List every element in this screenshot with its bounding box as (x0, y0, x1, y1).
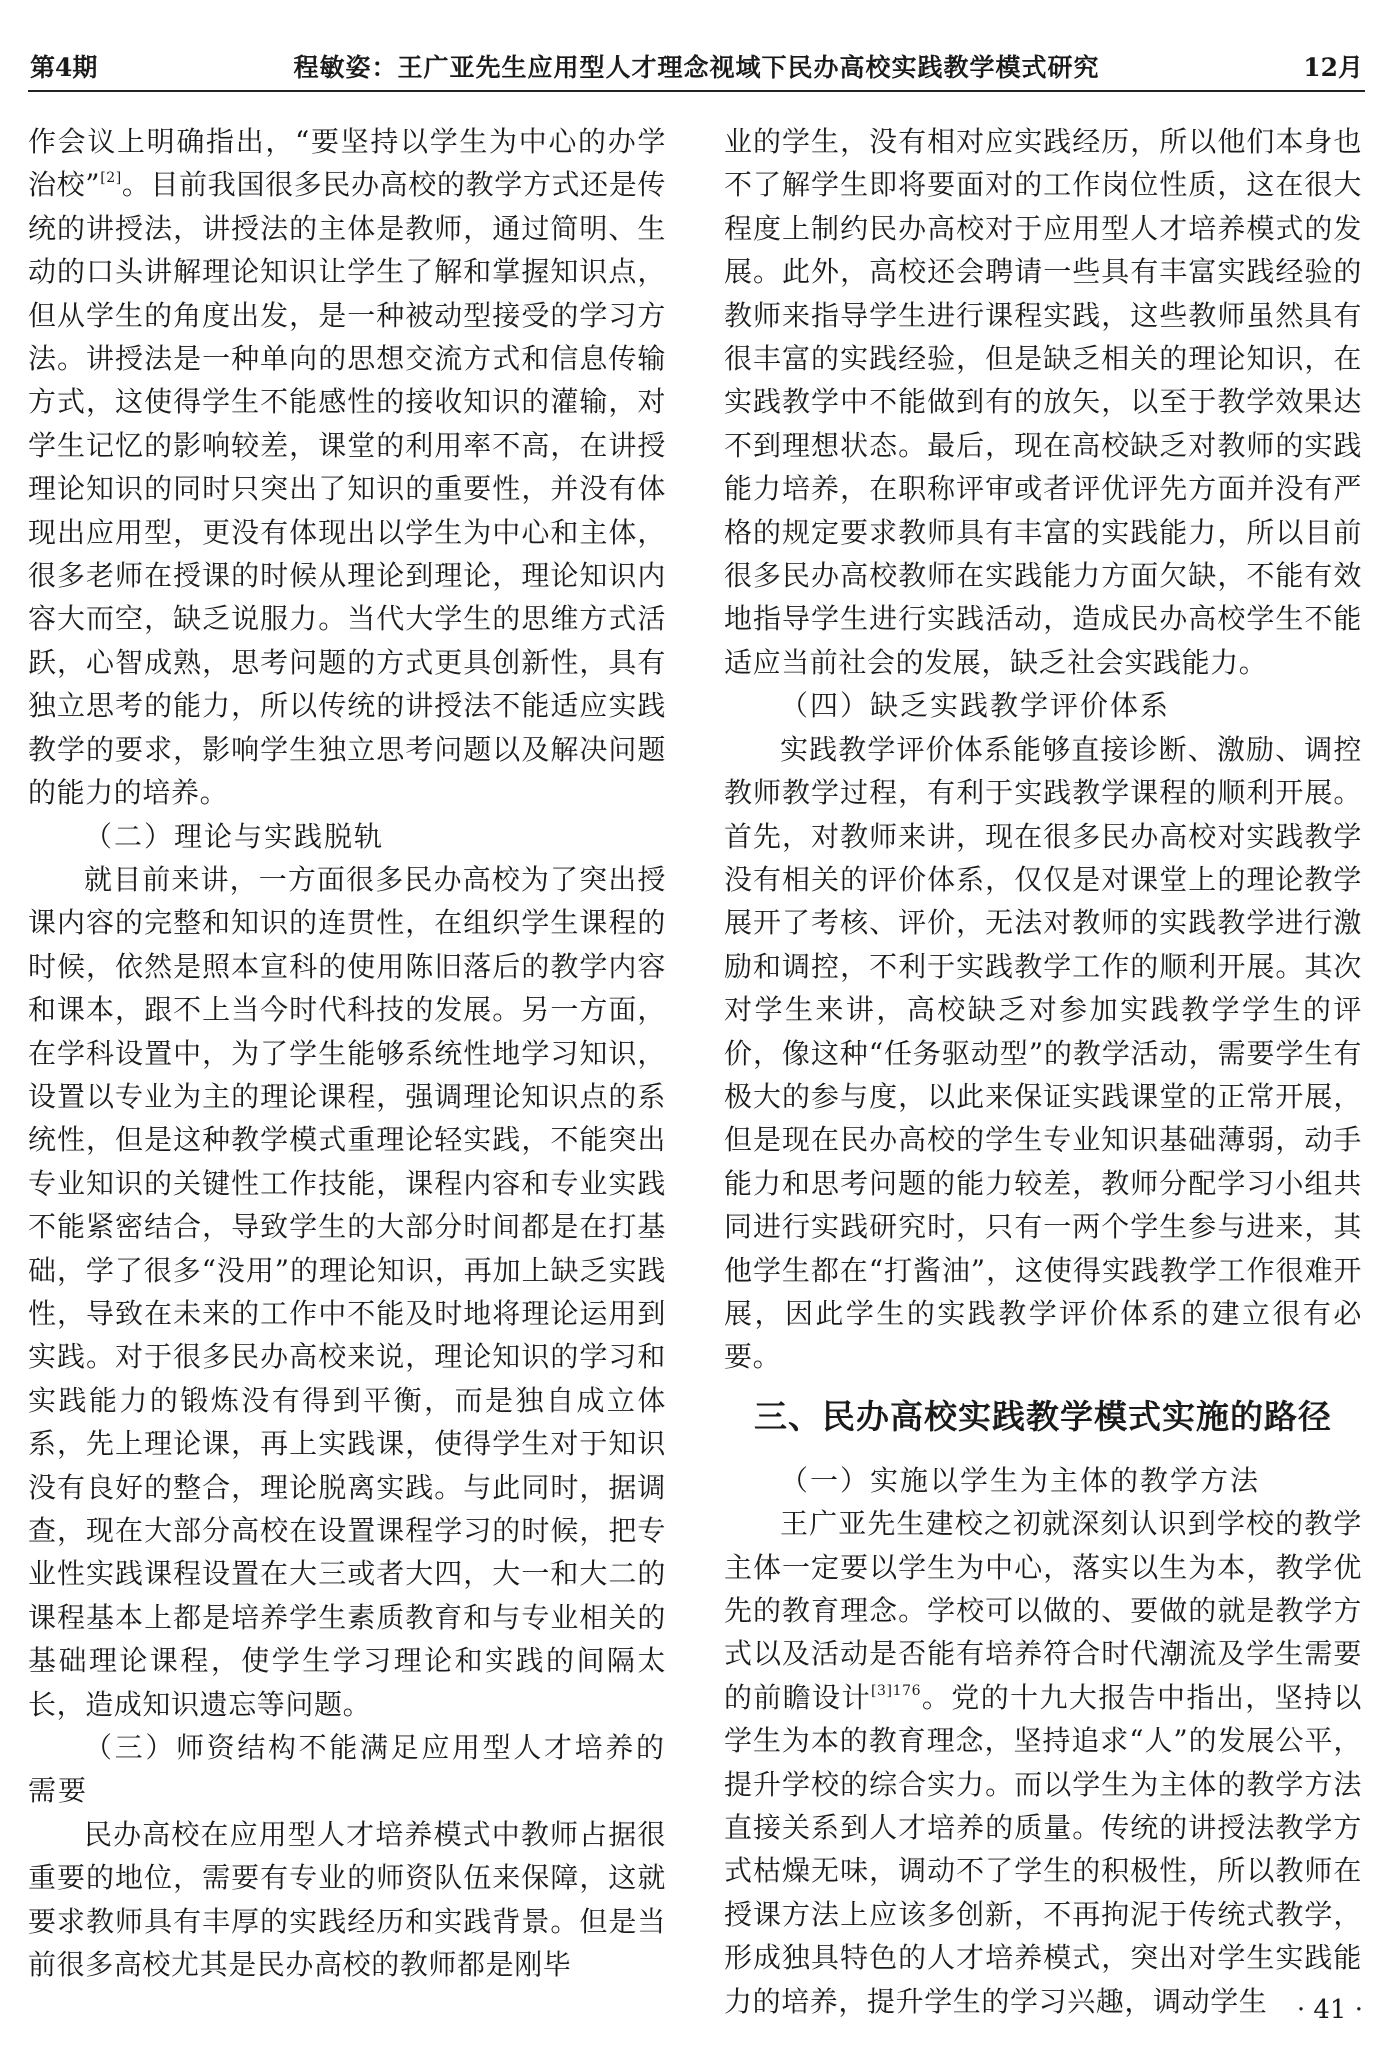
paragraph-text: 民办高校在应用型人才培养模式中教师占据很重要的地位，需要有专业的师资队伍来保障，这就要求教师具有丰厚的实践经历和实践背景。但是当前很多高校尤其是民办高校的教师都是刚毕 (28, 1817, 666, 1982)
right-column (724, 120, 1362, 2023)
left-column (28, 120, 666, 1986)
issue-month: 12月 (1303, 53, 1363, 82)
paragraph-text: 王广亚先生建校之初就深刻认识到学校的教学主体一定要以学生为中心，落实以生为本，教学优先的教育理念。学校可以做的、要做的就是教学方式以及活动是否能有培养符合时代潮流及学生需要的前瞻设计 (724, 1507, 1362, 1714)
subsection-heading: （二）理论与实践脱轨 (84, 819, 385, 853)
subsection-heading: （四）缺乏实践教学评价体系 (780, 689, 1171, 723)
body-paragraph (28, 1813, 666, 1987)
section-heading: 三、民办高校实践教学模式实施的路径 (754, 1396, 1332, 1436)
paragraph-text: 作会议上明确指出，“要坚持以学生为中心的办学治校” (28, 125, 666, 202)
body-paragraph (724, 120, 1362, 684)
paragraph-text: 。目前我国很多民办高校的教学方式还是传统的讲授法，讲授法的主体是教师，通过简明、生动的口头讲解理论知识让学生了解和掌握知识点，但从学生的角度出发，是一种被动型接受的学习方法。讲授法是一种单向的思想交流方式和信息传输方式，这使得学生不能感性的接收知识的灌输，对学生记忆的影响较差，课堂的利用率不高，在讲授理论知识的同时只突出了知识的重要性，并没有体现出应用型，更没有体现出以学生为中心和主体，很多老师在授课的时候从理论到理论，理论知识内容大而空，缺乏说服力。当代大学生的思维方式活跃，心智成熟，思考问题的方式更具创新性，具有独立思考的能力，所以传统的讲授法不能适应实践教学的要求，影响学生独立思考问题以及解决问题的能力的培养。 (28, 168, 666, 810)
body-paragraph (28, 858, 666, 1726)
subsection-heading: （三）师资结构不能满足应用型人才培养的需要 (28, 1731, 666, 1808)
paragraph-text: 实践教学评价体系能够直接诊断、激励、调控教师教学过程，有利于实践教学课程的顺利开展。首先，对教师来讲，现在很多民办高校对实践教学没有相关的评价体系，仅仅是对课堂上的理论教学展开了考核、评价，无法对教师的实践教学进行激励和调控，不利于实践教学工作的顺利开展。其次对学生来讲，高校缺乏对参加实践教学学生的评价，像这种“任务驱动型”的教学活动，需要学生有极大的参与度，以此来保证实践课堂的正常开展，但是现在民办高校的学生专业知识基础薄弱，动手能力和思考问题的能力较差，教师分配学习小组共同进行实践研究时，只有一两个学生参与进来，其他学生都在“打酱油”，这使得实践教学工作很难开展，因此学生的实践教学评价体系的建立很有必要。 (724, 732, 1362, 1374)
issue-number: 第4期 (30, 53, 98, 82)
paragraph-text: 就目前来讲，一方面很多民办高校为了突出授课内容的完整和知识的连贯性，在组织学生课程的时候，依然是照本宣科的使用陈旧落后的教学内容和课本，跟不上当今时代科技的发展。另一方面，在学科设置中，为了学生能够系统性地学习知识，设置以专业为主的理论课程，强调理论知识点的系统性，但是这种教学模式重理论轻实践，不能突出专业知识的关键性工作技能，课程内容和专业实践不能紧密结合，导致学生的大部分时间都是在打基础，学了很多“没用”的理论知识，再加上缺乏实践性，导致在未来的工作中不能及时地将理论运用到实践。对于很多民办高校来说，理论知识的学习和实践能力的锻炼没有得到平衡，而是独自成立体系，先上理论课，再上实践课，使得学生对于知识没有良好的整合，理论脱离实践。与此同时，据调查，现在大部分高校在设置课程学习的时候，把专业性实践课程设置在大三或者大四，大一和大二的课程基本上都是培养学生素质教育和与专业相关的基础理论课程，使学生学习理论和实践的间隔太长，造成知识遗忘等问题。 (28, 862, 666, 1721)
running-title: 程敏姿：王广亚先生应用型人才理念视域下民办高校实践教学模式研究 (293, 53, 1100, 82)
citation-marker: [2] (100, 170, 122, 187)
running-header (28, 44, 1365, 92)
page-number: · 41 · (1296, 1995, 1363, 2025)
body-paragraph (724, 1502, 1362, 2023)
body-paragraph (724, 728, 1362, 1379)
body-paragraph (28, 120, 666, 815)
citation-marker: [3]176 (870, 1682, 922, 1699)
subsection-heading: （一）实施以学生为主体的教学方法 (780, 1463, 1261, 1497)
paragraph-text: 业的学生，没有相对应实践经历，所以他们本身也不了解学生即将要面对的工作岗位性质，这在很大程度上制约民办高校对于应用型人才培养模式的发展。此外，高校还会聘请一些具有丰富实践经验的教师来指导学生进行课程实践，这些教师虽然具有很丰富的实践经验，但是缺乏相关的理论知识，在实践教学中不能做到有的放矢，以至于教学效果达不到理想状态。最后，现在高校缺乏对教师的实践能力培养，在职称评审或者评优评先方面并没有严格的规定要求教师具有丰富的实践能力，所以目前很多民办高校教师在实践能力方面欠缺，不能有效地指导学生进行实践活动，造成民办高校学生不能适应当前社会的发展，缺乏社会实践能力。 (724, 125, 1362, 679)
paragraph-text: 。党的十九大报告中指出，坚持以学生为本的教育理念，坚持追求“人”的发展公平，提升学校的综合实力。而以学生为主体的教学方法直接关系到人才培养的质量。传统的讲授法教学方式枯燥无味，调动不了学生的积极性，所以教师在授课方法上应该多创新，不再拘泥于传统式教学，形成独具特色的人才培养模式，突出对学生实践能力的培养，提升学生的学习兴趣，调动学生 (724, 1680, 1362, 2018)
